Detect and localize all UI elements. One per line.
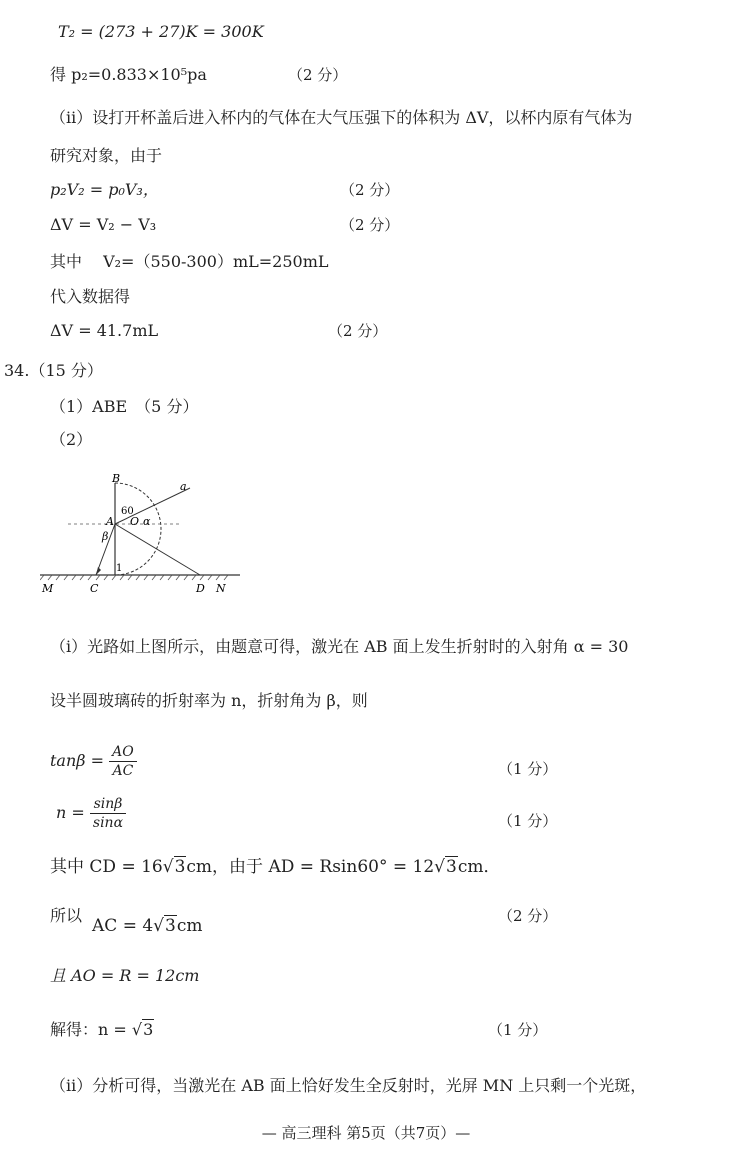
label-angle-60: 60 xyxy=(121,506,134,517)
cd-text-post: cm． xyxy=(457,857,501,877)
part-ii-intro-line1: （ⅱ）设打开杯盖后进入杯内的气体在大气压强下的体积为 ΔV，以杯内原有气体为 xyxy=(50,108,633,127)
label-b: B xyxy=(112,472,121,485)
substitute-text: 代入数据得 xyxy=(50,287,131,306)
tan-lhs: tanβ = xyxy=(50,751,105,770)
score-p2: （2 分） xyxy=(288,66,348,84)
part-i-text-line1: （ⅰ）光路如上图所示，由题意可得，激光在 AB 面上发生折射时的入射角 α = 30 xyxy=(50,637,629,656)
question-34-part2: （2） xyxy=(50,430,93,449)
tan-fraction xyxy=(109,743,137,780)
n-denominator: sinα xyxy=(92,815,124,831)
score-solve: （1 分） xyxy=(488,1021,548,1039)
refraction-diagram xyxy=(40,468,240,598)
part-ii-text: （ⅱ）分析可得，当激光在 AB 面上恰好发生全反射时，光屏 MN 上只剩一个光斑， xyxy=(50,1076,647,1095)
label-m: M xyxy=(42,582,54,595)
question-34-heading: 34.（15 分） xyxy=(4,361,103,380)
ao-value: 且 AO = R = 12cm xyxy=(50,966,200,985)
t2-equation: T₂ = (273 + 27)K = 300K xyxy=(58,22,264,41)
label-n: N xyxy=(216,582,226,595)
label-a-point: A xyxy=(106,515,114,528)
p2-result: 得 p₂=0.833×10⁵pa xyxy=(50,65,207,84)
score-n: （1 分） xyxy=(498,812,558,830)
refractive-index-formula xyxy=(56,790,126,836)
score-tan: （1 分） xyxy=(498,760,558,778)
cd-text-mid: cm，由于 AD = Rsin60° = 12 xyxy=(186,857,435,877)
label-beta: β xyxy=(102,530,109,543)
cd-ad-values: 其中 CD = 16√3cm，由于 AD = Rsin60° = 12√3cm． xyxy=(50,857,501,877)
ac-value: AC = 4√3cm xyxy=(92,916,203,936)
equation-delta-v: ΔV = V₂ − V₃ xyxy=(50,215,157,234)
cd-radicand: 3 xyxy=(174,857,186,877)
tan-numerator: AO xyxy=(109,743,137,762)
ac-radicand: 3 xyxy=(165,916,176,936)
ground-hatching xyxy=(40,575,228,580)
page-footer: — 高三理科 第5页（共7页）— xyxy=(261,1124,471,1142)
delta-v-result: ΔV = 41.7mL xyxy=(50,321,159,340)
score-eq2: （2 分） xyxy=(340,216,400,234)
question-34-part1: （1）ABE （5 分） xyxy=(50,397,199,416)
v2-value: 其中 V₂=（550-300）mL=250mL xyxy=(50,252,329,271)
part-ii-intro-line2: 研究对象，由于 xyxy=(50,146,163,165)
label-alpha: α xyxy=(143,515,151,528)
ac-eq: AC = 4 xyxy=(92,916,154,936)
n-numerator: sinβ xyxy=(90,795,126,814)
equation-boyle: p₂V₂ = p₀V₃， xyxy=(50,180,159,199)
score-eq1: （2 分） xyxy=(340,181,400,199)
tan-denominator: AC xyxy=(112,763,134,779)
label-d: D xyxy=(196,582,205,595)
ac-unit: cm xyxy=(176,916,203,936)
cd-text-pre: 其中 CD = 16 xyxy=(50,857,163,877)
score-result: （2 分） xyxy=(328,322,388,340)
part-i-text-line2: 设半圆玻璃砖的折射率为 n，折射角为 β，则 xyxy=(50,691,368,710)
tan-beta-formula xyxy=(50,738,137,784)
semicircle-outline xyxy=(115,483,161,575)
n-fraction xyxy=(90,795,126,832)
label-one: 1 xyxy=(116,563,123,574)
ac-prefix: 所以 xyxy=(50,906,83,925)
solve-pre: 解得：n = xyxy=(50,1020,127,1039)
label-o: O xyxy=(130,515,140,528)
label-a-ray: a xyxy=(180,480,187,493)
label-c: C xyxy=(90,582,99,595)
n-lhs: n = xyxy=(56,803,85,822)
solve-result: 解得：n = √3 xyxy=(50,1020,154,1039)
arrow-refracted xyxy=(96,567,101,575)
solve-radicand: 3 xyxy=(143,1020,154,1039)
score-ac: （2 分） xyxy=(498,907,558,925)
reflected-ray xyxy=(115,524,200,575)
ad-radicand: 3 xyxy=(445,857,457,877)
